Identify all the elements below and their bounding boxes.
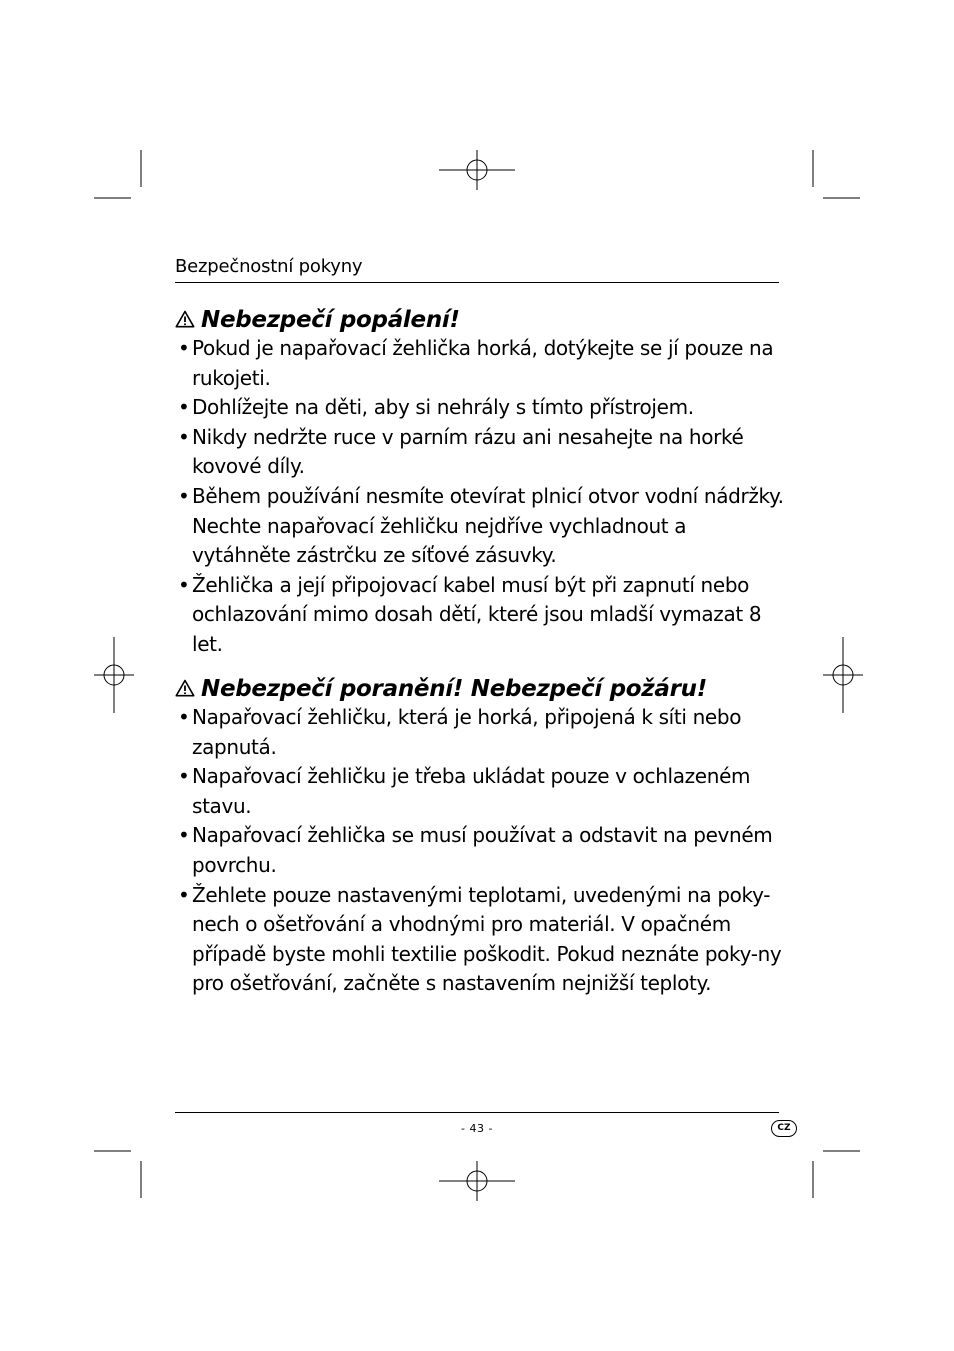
warning-triangle-icon	[175, 679, 195, 697]
section-heading	[175, 673, 785, 705]
list-item: • Pokud je napařovací žehlička horká, dotýkejte se jí pouze na rukojeti.	[178, 336, 774, 390]
warning-triangle-icon	[175, 310, 195, 328]
header-divider	[175, 282, 779, 283]
list-item: • Během používání nesmíte otevírat plnicí otvor vodní nádržky. Nechte napařovací žehličku nejdříve vychladnout a vytáhněte zástrčku ze síťové zásuvky.	[178, 483, 784, 568]
list-item: • Napařovací žehličku, která je horká, připojená k síti nebo zapnutá.	[178, 705, 742, 759]
section-burn-hazard	[175, 304, 785, 660]
list-item: • Dohlížejte na děti, aby si nehrály s tímto přístrojem.	[178, 395, 694, 420]
list-item: • Žehlete pouze nastavenými teplotami, uvedenými na poky-nech o ošetřování a vhodnými pro materiál. V opačném případě byste mohli textilie poškodit. Pokud neznáte poky-ny pro ošetřování, začněte s nastavením nejnižší teploty.	[178, 882, 782, 996]
list-item: • Napařovací žehlička se musí používat a odstavit na pevném povrchu.	[178, 823, 773, 877]
footer-divider	[175, 1112, 779, 1113]
list-item: • Napařovací žehličku je třeba ukládat pouze v ochlazeném stavu.	[178, 764, 751, 818]
page-header-title: Bezpečnostní pokyny	[175, 256, 363, 277]
page-number: - 43 -	[461, 1122, 493, 1135]
list-item: • Žehlička a její připojovací kabel musí být při zapnutí nebo ochlazování mimo dosah dětí, které jsou mladší vymazat 8 let.	[178, 572, 762, 656]
section-heading-text: Nebezpečí poranění! Nebezpečí požáru!	[201, 676, 707, 702]
section-heading	[175, 304, 785, 336]
section-heading-text: Nebezpečí popálení!	[201, 307, 460, 333]
safety-list	[175, 334, 785, 660]
section-injury-fire-hazard	[175, 673, 785, 999]
country-code-badge: CZ	[771, 1120, 797, 1137]
list-item: • Nikdy nedržte ruce v parním rázu ani nesahejte na horké kovové díly.	[178, 424, 744, 479]
safety-list	[175, 703, 785, 999]
